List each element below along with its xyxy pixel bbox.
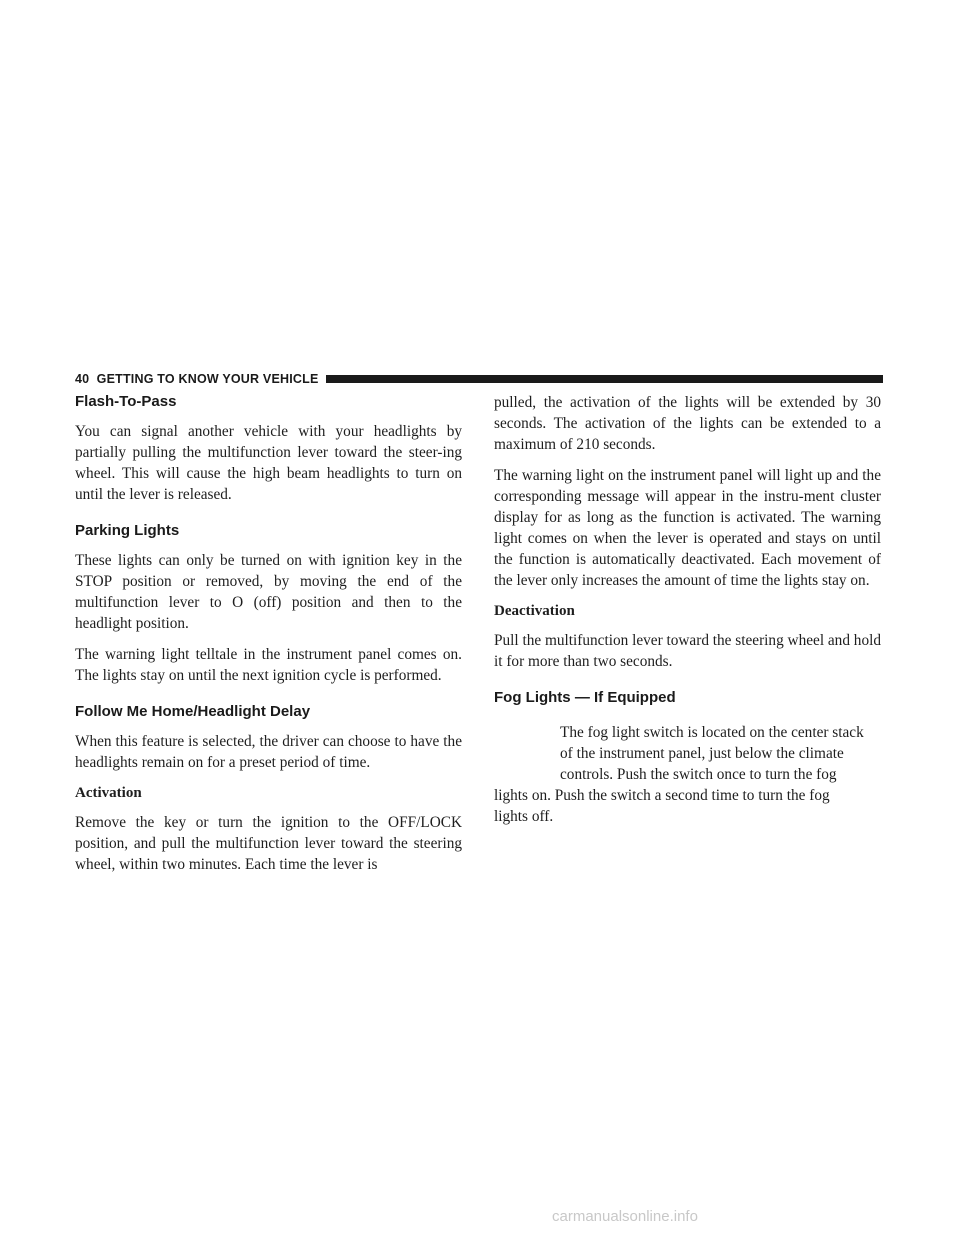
heading-fog-lights: Fog Lights — If Equipped bbox=[494, 689, 676, 706]
activation-continuation: pulled, the activation of the lights will be extended by 30 seconds. The activation of the lights can be extended to a maximum of 210 seconds. bbox=[494, 394, 881, 453]
right-column bbox=[494, 392, 881, 827]
heading-parking-lights: Parking Lights bbox=[75, 522, 180, 539]
heading-activation: Activation bbox=[75, 785, 142, 801]
page-number: 40 bbox=[75, 372, 90, 386]
heading-follow-me-home: Follow Me Home/Headlight Delay bbox=[75, 703, 311, 720]
page-header bbox=[75, 371, 883, 387]
warning-light-para: The warning light on the instrument panel will light up and the corresponding message will appear in the instru-ment cluster display for as long as the function is activated. The warning light comes on when the lever is operated and stays on until the function is automatically deactivated. Each movement of the lever only increases the amount of time the lights stay on. bbox=[494, 467, 881, 589]
page-header-text bbox=[75, 372, 319, 386]
watermark: carmanualsonline.info bbox=[552, 1208, 698, 1225]
fog-lights-line: lights on. Push the switch a second time to turn the fog bbox=[494, 787, 830, 804]
section-title: GETTING TO KNOW YOUR VEHICLE bbox=[96, 372, 319, 386]
fog-lights-line: controls. Push the switch once to turn the fog bbox=[560, 766, 837, 783]
fog-lights-line: of the instrument panel, just below the climate bbox=[560, 745, 844, 762]
flash-to-pass-body: You can signal another vehicle with your headlights by partially pulling the multifunction lever toward the steer-ing wheel. This will cause the high beam headlights to turn on until the lever is released. bbox=[75, 423, 462, 503]
left-column bbox=[75, 392, 462, 885]
fog-lights-line: The fog light switch is located on the center stack bbox=[560, 724, 864, 741]
follow-me-home-intro: When this feature is selected, the driver can choose to have the headlights remain on for a preset period of time. bbox=[75, 733, 462, 771]
parking-lights-para-2: The warning light telltale in the instrument panel comes on. The lights stay on until the next ignition cycle is performed. bbox=[75, 646, 462, 684]
fog-lights-line: lights off. bbox=[494, 808, 554, 825]
heading-deactivation: Deactivation bbox=[494, 603, 575, 619]
activation-body: Remove the key or turn the ignition to the OFF/LOCK position, and pull the multifunction lever toward the steering wheel, within two minutes. Each time the lever is bbox=[75, 814, 462, 873]
header-rule bbox=[326, 375, 884, 383]
heading-flash-to-pass: Flash-To-Pass bbox=[75, 393, 177, 410]
fog-lights-body bbox=[494, 722, 881, 827]
parking-lights-para-1: These lights can only be turned on with ignition key in the STOP position or removed, by moving the end of the multifunction lever to O (off) position and then to the headlight position. bbox=[75, 552, 462, 632]
deactivation-body: Pull the multifunction lever toward the steering wheel and hold it for more than two seconds. bbox=[494, 632, 882, 670]
